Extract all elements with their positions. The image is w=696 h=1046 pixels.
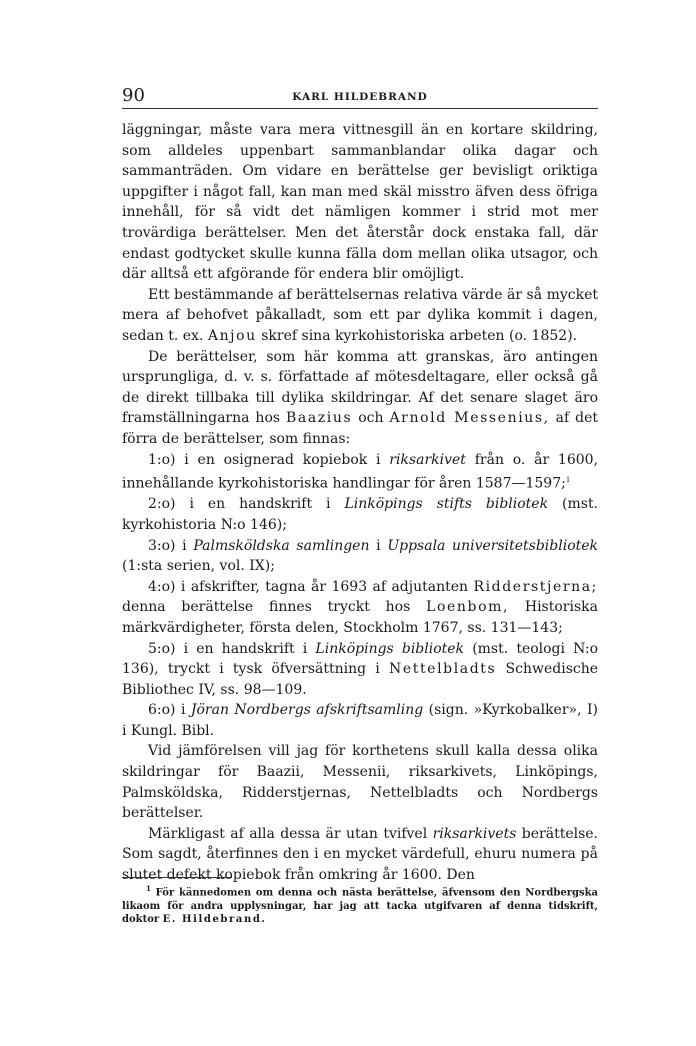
list-item xyxy=(122,639,598,701)
paragraph-text: och xyxy=(358,410,384,427)
footnote xyxy=(122,882,598,927)
footnote-text xyxy=(122,882,598,927)
paragraph-text: 1:o) i en osignerad kopiebok i xyxy=(148,451,381,468)
paragraph-text: Ett bestämmande af berättelsernas relativa värde är så mycket mera af behofvet påkalladt, som ett par dylika kommit i dagen, sedan t. ex. xyxy=(122,286,598,344)
spaced-name: Ridderstjerna; xyxy=(473,578,598,595)
paragraph xyxy=(122,120,598,285)
list-item xyxy=(122,536,598,577)
italic-title: Uppsala universitetsbibliotek xyxy=(387,537,599,554)
spaced-name: Baazius xyxy=(286,410,353,427)
paragraph-text: (sign. »Kyrkobalker», I) i Kungl. Bibl. xyxy=(122,702,598,739)
paragraph-text: i xyxy=(376,537,381,554)
paragraph-text: 6:o) i xyxy=(148,702,186,719)
paragraph-text: (mst. teologi N:o 136), tryckt i tysk öfversättning i xyxy=(122,640,599,678)
paragraph-text: 5:o) i en handskrift i xyxy=(148,640,308,657)
footnote-marker: 1 xyxy=(146,884,151,893)
footnote-reference[interactable]: 1 xyxy=(565,476,571,485)
footnote-divider xyxy=(122,877,232,878)
paragraph-text: De berättelser, som här komma att granskas, äro antingen ursprungliga, d. v. s. författade af mötesdeltagare, eller också gå de direkt tillbaka till dylika skildringar. Af det senare slaget äro framställningarna hos xyxy=(122,348,598,427)
paragraph-text: Schwedische Bibliothec IV, ss. 98—109. xyxy=(122,661,599,698)
italic-title: riksarkivets xyxy=(432,825,517,842)
italic-title: Jöran Nordbergs afskriftsamling xyxy=(190,702,424,719)
body-text xyxy=(122,120,598,886)
spaced-name: Anjou xyxy=(207,327,257,344)
paragraph-text: 4:o) i afskrifter, tagna år 1693 af adjutanten xyxy=(148,578,469,595)
spaced-name: Loenbom, xyxy=(426,599,510,616)
paragraph-text: (1:sta serien, vol. IX); xyxy=(122,558,275,575)
paragraph-text: från o. år 1600, innehållande kyrkohistoriska handlingar för åren 1587—1597; xyxy=(122,451,599,492)
spaced-name: Nettelbladts xyxy=(389,661,497,678)
footnote-body: För kännedomen om denna och nästa berättelse, äfvensom den Nordbergska likaom för andra upplysningar, har jag att tacka utgifvaren af denna tidskrift, doktor xyxy=(122,887,599,926)
italic-title: Palmsköldska samlingen xyxy=(193,537,370,554)
footnote-author: E. Hildebrand. xyxy=(162,914,267,926)
paragraph-text: 2:o) i en handskrift i xyxy=(148,496,331,513)
paragraph xyxy=(122,285,598,347)
spaced-name: Arnold Messenius, xyxy=(389,410,550,427)
paragraph-text: berättelse. Som sagdt, återfinnes den i en mycket värdefull, ehuru numera på slutet defekt kopiebok från omkring år 1600. Den xyxy=(122,825,599,884)
paragraph-text: skref sina kyrkohistoriska arbeten (o. 1852). xyxy=(261,327,578,344)
list-item xyxy=(122,577,598,639)
paragraph-text: denna berättelse finnes tryckt hos xyxy=(122,599,411,616)
list-item xyxy=(122,494,598,535)
italic-title: riksarkivet xyxy=(389,451,466,468)
paragraph xyxy=(122,741,598,823)
paragraph-text: Märkligast af alla dessa är utan tvifvel xyxy=(148,825,428,842)
page-header xyxy=(122,86,598,109)
italic-title: Linköpings bibliotek xyxy=(315,640,465,657)
paragraph-text: Historiska märkvärdigheter, första delen, Stockholm 1767, ss. 131—143; xyxy=(122,599,598,636)
paragraph-text: 3:o) i xyxy=(148,537,187,554)
paragraph-text: Vid jämförelsen vill jag för korthetens skull kalla dessa olika skildringar för Baazii, Messenii, riksarkivets, Linköpings, Palmsköldska, Ridderstjernas, Nettelbladts och Nordbergs berättelser. xyxy=(122,743,598,822)
paragraph xyxy=(122,347,598,450)
italic-title: Linköpings stifts bibliotek xyxy=(344,496,549,513)
running-head: KARL HILDEBRAND xyxy=(292,91,428,103)
list-item xyxy=(122,450,598,495)
page-number: 90 xyxy=(122,85,145,106)
paragraph-text: af det förra de berättelser, som finnas: xyxy=(122,410,599,447)
paragraph-text: läggningar, måste vara mera vittnesgill än en kortare skildring, som alldeles uppenbart sammanblandar olika dagar och sammanträden. Om vidare en berättelse ger bevisligt oriktiga uppgifter i något fall, kan man med skäl misstro äfven dess öfriga innehåll, för så vidt det nämligen kommer i strid mot mer trovärdiga berättelser. Men det återstår dock enstaka fall, där endast godtycket skulle kunna fälla dom mellan olika utsagor, och där alltså ett afgörande för endera blir omöjligt. xyxy=(122,122,598,283)
list-item xyxy=(122,700,598,741)
paragraph-text: (mst. kyrkohistoria N:o 146); xyxy=(122,496,599,533)
